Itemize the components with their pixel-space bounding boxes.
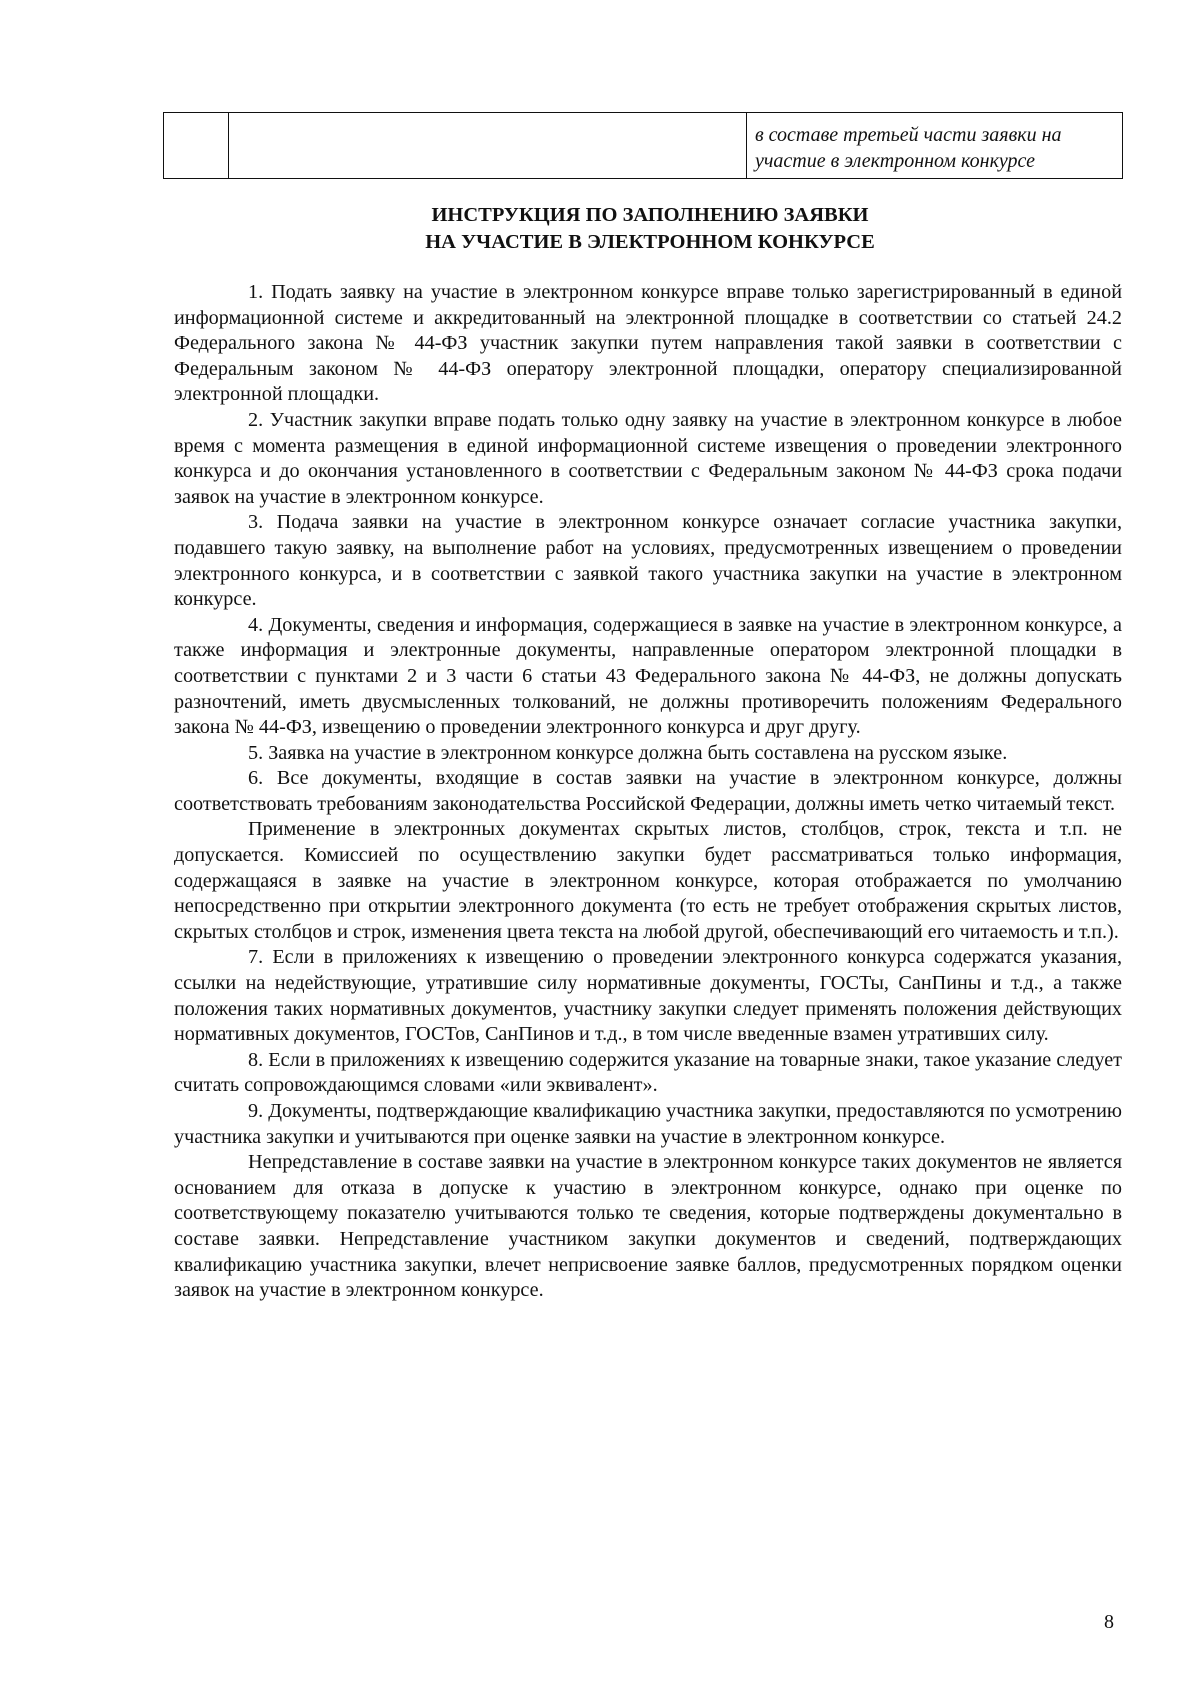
page-number: 8 <box>1104 1611 1114 1633</box>
paragraph-1: 1. Подать заявку на участие в электронном конкурсе вправе только зарегистрированный в единой информационной системе и аккредитованный на электронной площадке в соответствии со статьей 24.2 Федерального закона № 44-ФЗ участник закупки путем направления такой заявки в соответствии с Федеральным законом № 44-ФЗ оператору электронной площадки, оператору специализированной электронной площадки. <box>174 281 1122 406</box>
paragraph-9-continued: Непредставление в составе заявки на участие в электронном конкурсе таких документов не является основанием для отказа в допуске к участию в электронном конкурсе, однако при оценке по соответствующему показателю учитываются только те сведения, которые подтверждены документально в составе заявки. Непредставление участником закупки документов и сведений, подтверждающих квалификацию участника закупки, влечет неприсвоение заявке баллов, предусмотренных порядком оценки заявок на участие в электронном конкурсе. <box>174 1151 1122 1302</box>
paragraph-6: 6. Все документы, входящие в состав заявки на участие в электронном конкурсе, должны соответствовать требованиям законодательства Российской Федерации, должны иметь четко читаемый текст. <box>174 767 1122 815</box>
table-row <box>164 113 1123 179</box>
table-cell-number <box>164 113 229 179</box>
title-line-2: НА УЧАСТИЕ В ЭЛЕКТРОННОМ КОНКУРСЕ <box>425 231 875 253</box>
paragraph-8: 8. Если в приложениях к извещению содержится указание на товарные знаки, такое указание следует считать сопровождающимся словами «или эквивалент». <box>174 1048 1122 1097</box>
paragraph-2: 2. Участник закупки вправе подать только одну заявку на участие в электронном конкурсе в любое время с момента размещения в единой информационной системе извещения о проведении электронного конкурса и до окончания установленного в соответствии с Федеральным законом № 44-ФЗ срока подачи заявок на участие в электронном конкурсе. <box>174 408 1122 508</box>
paragraph-4: 4. Документы, сведения и информация, содержащиеся в заявке на участие в электронном конкурсе, а также информация и электронные документы, направленные оператором электронной площадки в соответствии с пунктами 2 и 3 части 6 статьи 43 Федерального закона № 44-ФЗ, не должны допускать разночтений, иметь двусмысленных толкований, не должны противоречить положениям Федерального закона № 44-ФЗ, извещению о проведении электронного конкурса и друг другу. <box>174 613 1122 739</box>
paragraph-5: 5. Заявка на участие в электронном конкурсе должна быть составлена на русском языке. <box>248 741 1008 764</box>
title-line-1: ИНСТРУКЦИЯ ПО ЗАПОЛНЕНИЮ ЗАЯВКИ <box>431 204 869 226</box>
paragraph-7: 7. Если в приложениях к извещению о проведении электронного конкурса содержатся указания, ссылки на недействующие, утратившие силу нормативные документы, ГОСТы, СанПины и т.д., а также положения таких нормативных документов, участнику закупки следует применять положения действующих нормативных документов, ГОСТов, СанПинов и т.д., в том числе введенные взамен утративших силу. <box>174 946 1122 1046</box>
table-cell-note: в составе третьей части заявки на участие в электронном конкурсе <box>746 113 1122 179</box>
table-fragment <box>163 112 1123 179</box>
paragraph-9: 9. Документы, подтверждающие квалификацию участника закупки, предоставляются по усмотрению участника закупки и учитываются при оценке заявки на участие в электронном конкурсе. <box>174 1100 1122 1148</box>
paragraph-6-continued: Применение в электронных документах скрытых листов, столбцов, строк, текста и т.п. не допускается. Комиссией по осуществлению закупки будет рассматриваться только информация, содержащаяся в заявке на участие в электронном конкурсе, которая отображается по умолчанию непосредственно при открытии электронного документа (то есть не требует отображения скрытых листов, скрытых столбцов и строк, изменения цвета текста на любой другой, обеспечивающий его читаемость и т.п.). <box>174 818 1122 943</box>
document-body <box>174 280 1122 1304</box>
paragraph-3: 3. Подача заявки на участие в электронном конкурсе означает согласие участника закупки, подавшего такую заявку, на выполнение работ на условиях, предусмотренных извещением о проведении электронного конкурса, и в соответствии с заявкой такого участника закупки на участие в электронном конкурсе. <box>174 511 1122 611</box>
table-cell-content <box>229 113 747 179</box>
document-title <box>160 202 1140 256</box>
